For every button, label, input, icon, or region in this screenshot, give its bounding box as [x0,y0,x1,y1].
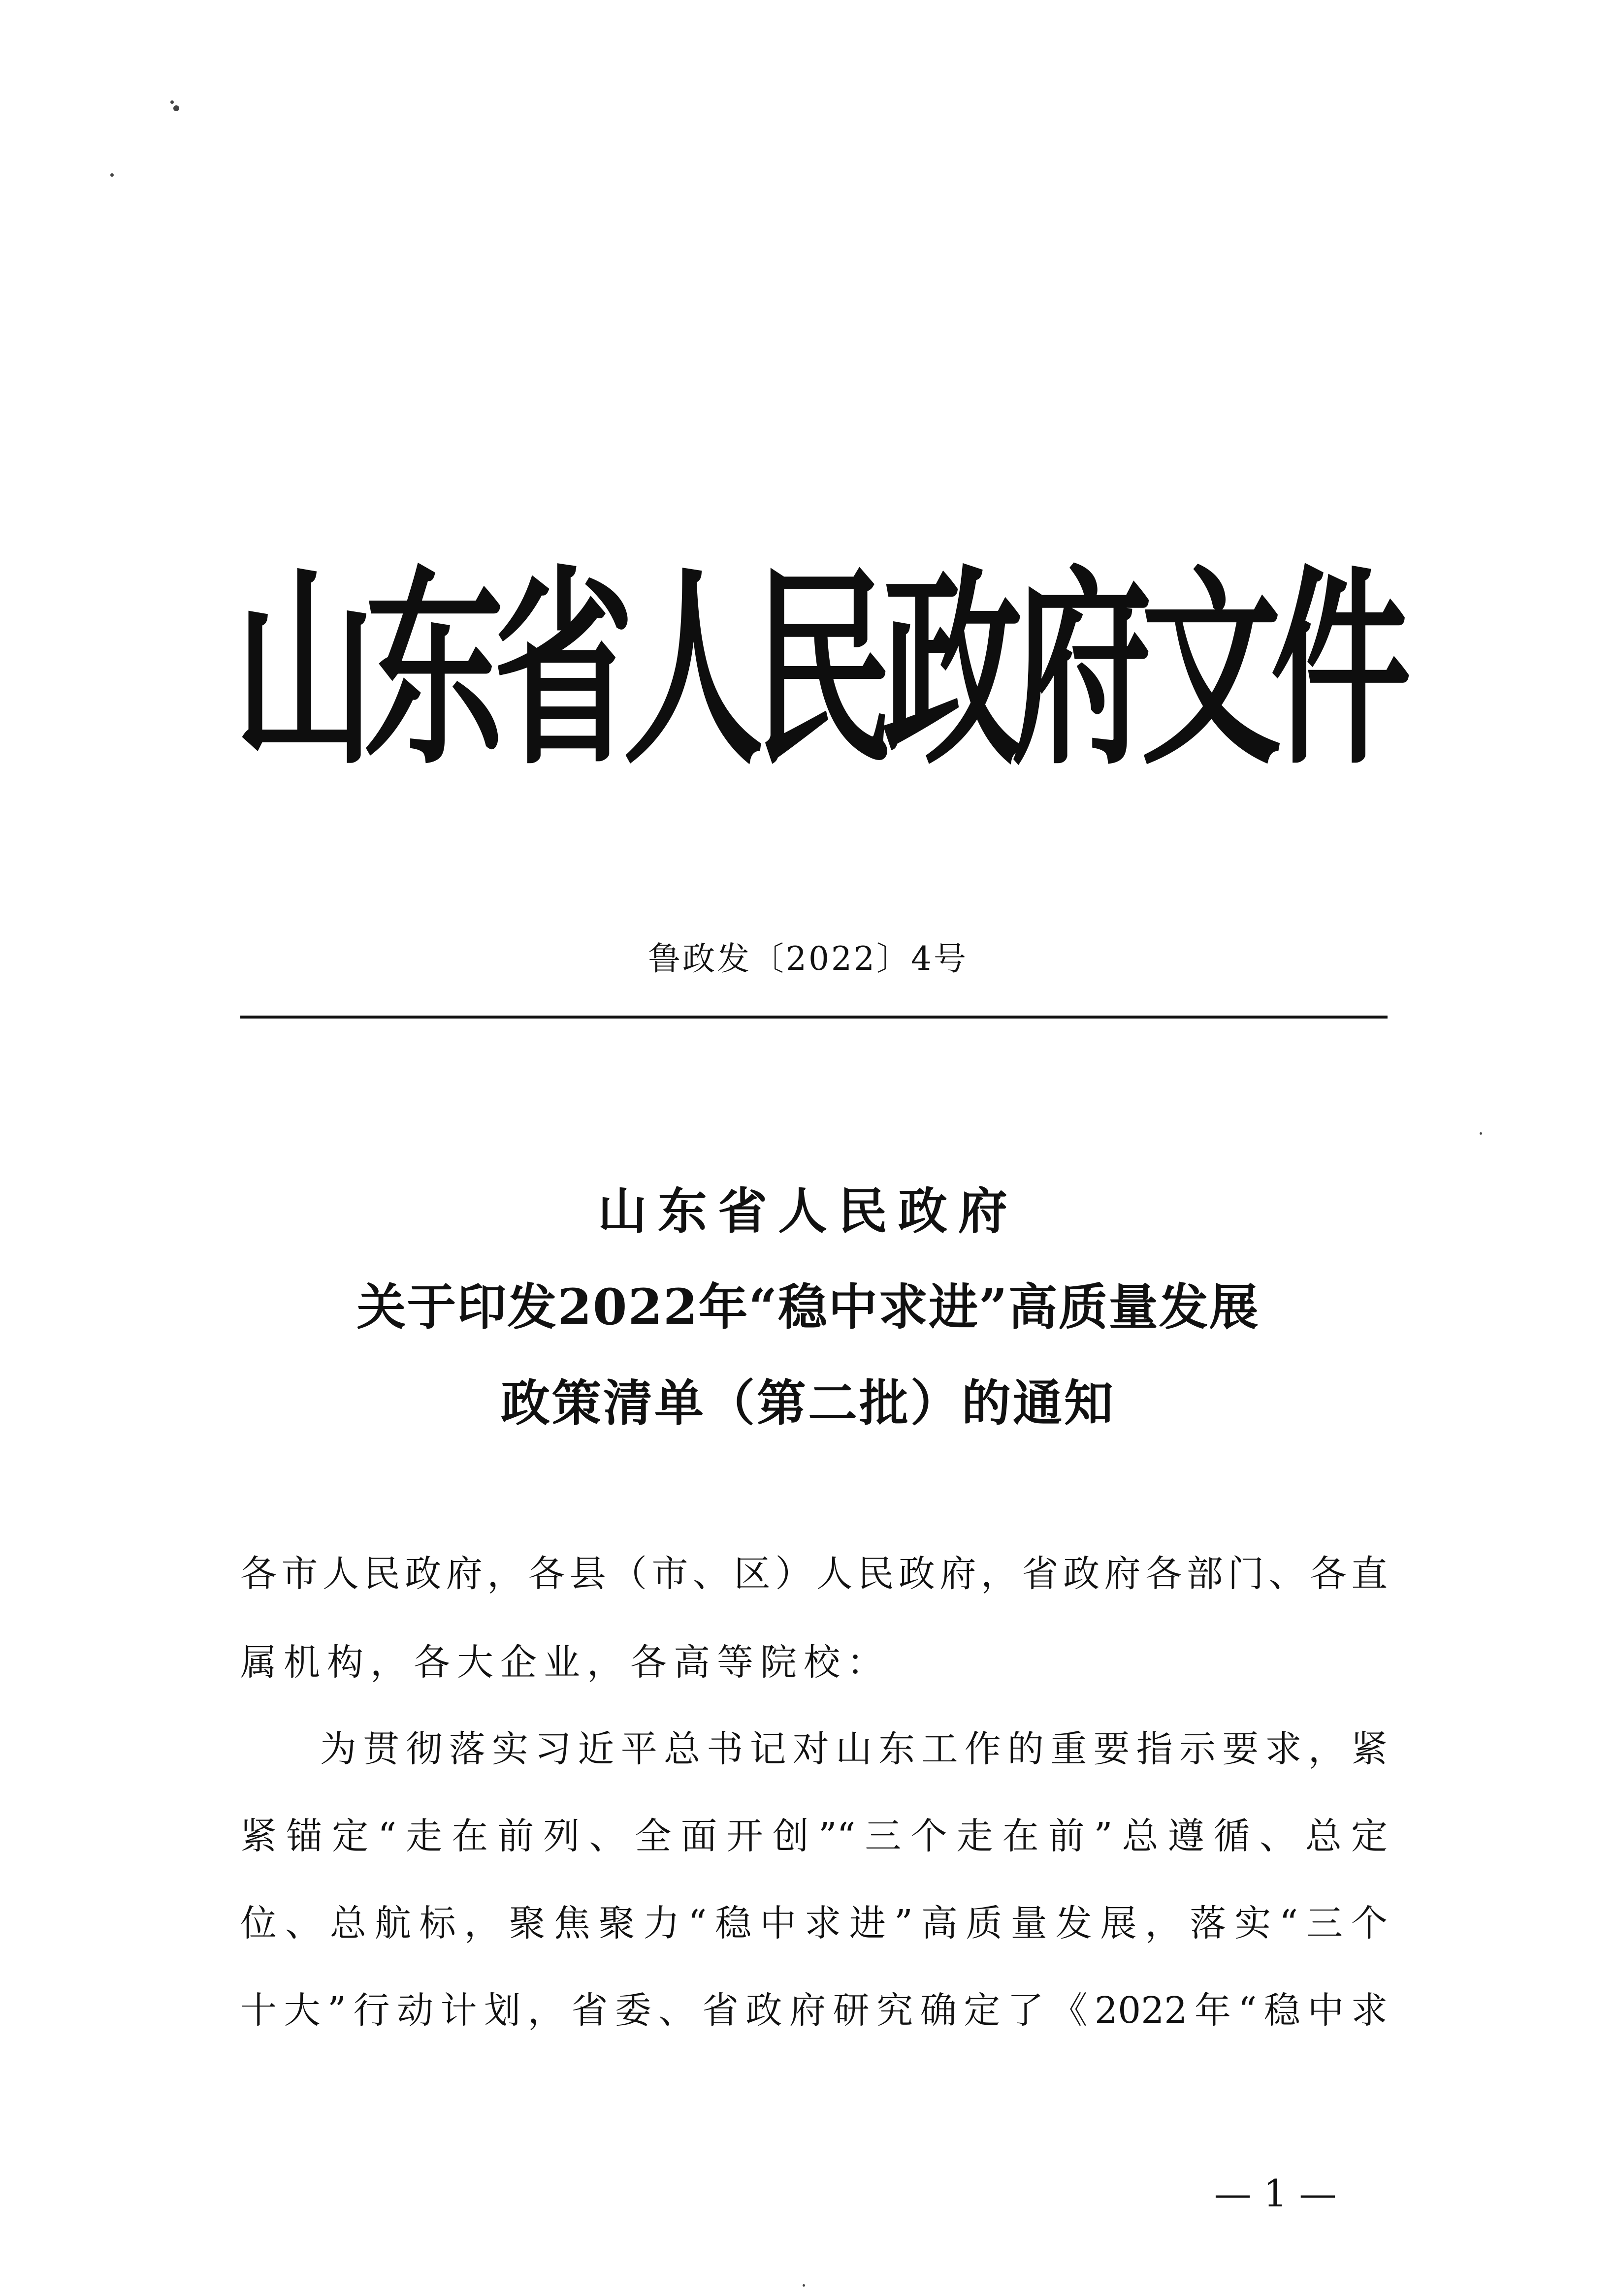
scan-speck [803,2284,805,2287]
document-number: 鲁政发〔2022〕4号 [648,940,968,978]
document-masthead [234,542,1400,797]
scan-speck [1480,1132,1482,1135]
document-title-main: 关于印发2022年“稳中求进”高质量发展 [356,1278,1260,1336]
masthead-title: 山东省人民政府文件 [234,545,1400,794]
scan-speck [170,100,174,104]
header-divider [240,1016,1388,1019]
salutation-line: 各市人民政府，各县（市、区）人民政府，省政府各部门、各直 [240,1553,1388,1595]
page-number: — 1 — [1214,2171,1337,2215]
body-text-line: 为贯彻落实习近平总书记对山东工作的重要指示要求，紧 [320,1728,1388,1770]
document-title-issuer: 山东省人民政府 [598,1182,1018,1240]
scan-speck [173,105,179,111]
salutation-line: 属机构，各大企业，各高等院校： [240,1641,890,1684]
body-text-line: 紧锚定“走在前列、全面开创”“三个走在前”总遵循、总定 [240,1815,1388,1857]
scan-speck [110,173,114,177]
document-title-sub: 政策清单（第二批）的通知 [501,1374,1115,1432]
body-text-line: 十大”行动计划，省委、省政府研究确定了《2022年“稳中求 [240,1989,1388,2032]
body-text-line: 位、总航标，聚焦聚力“稳中求进”高质量发展，落实“三个 [240,1902,1388,1945]
